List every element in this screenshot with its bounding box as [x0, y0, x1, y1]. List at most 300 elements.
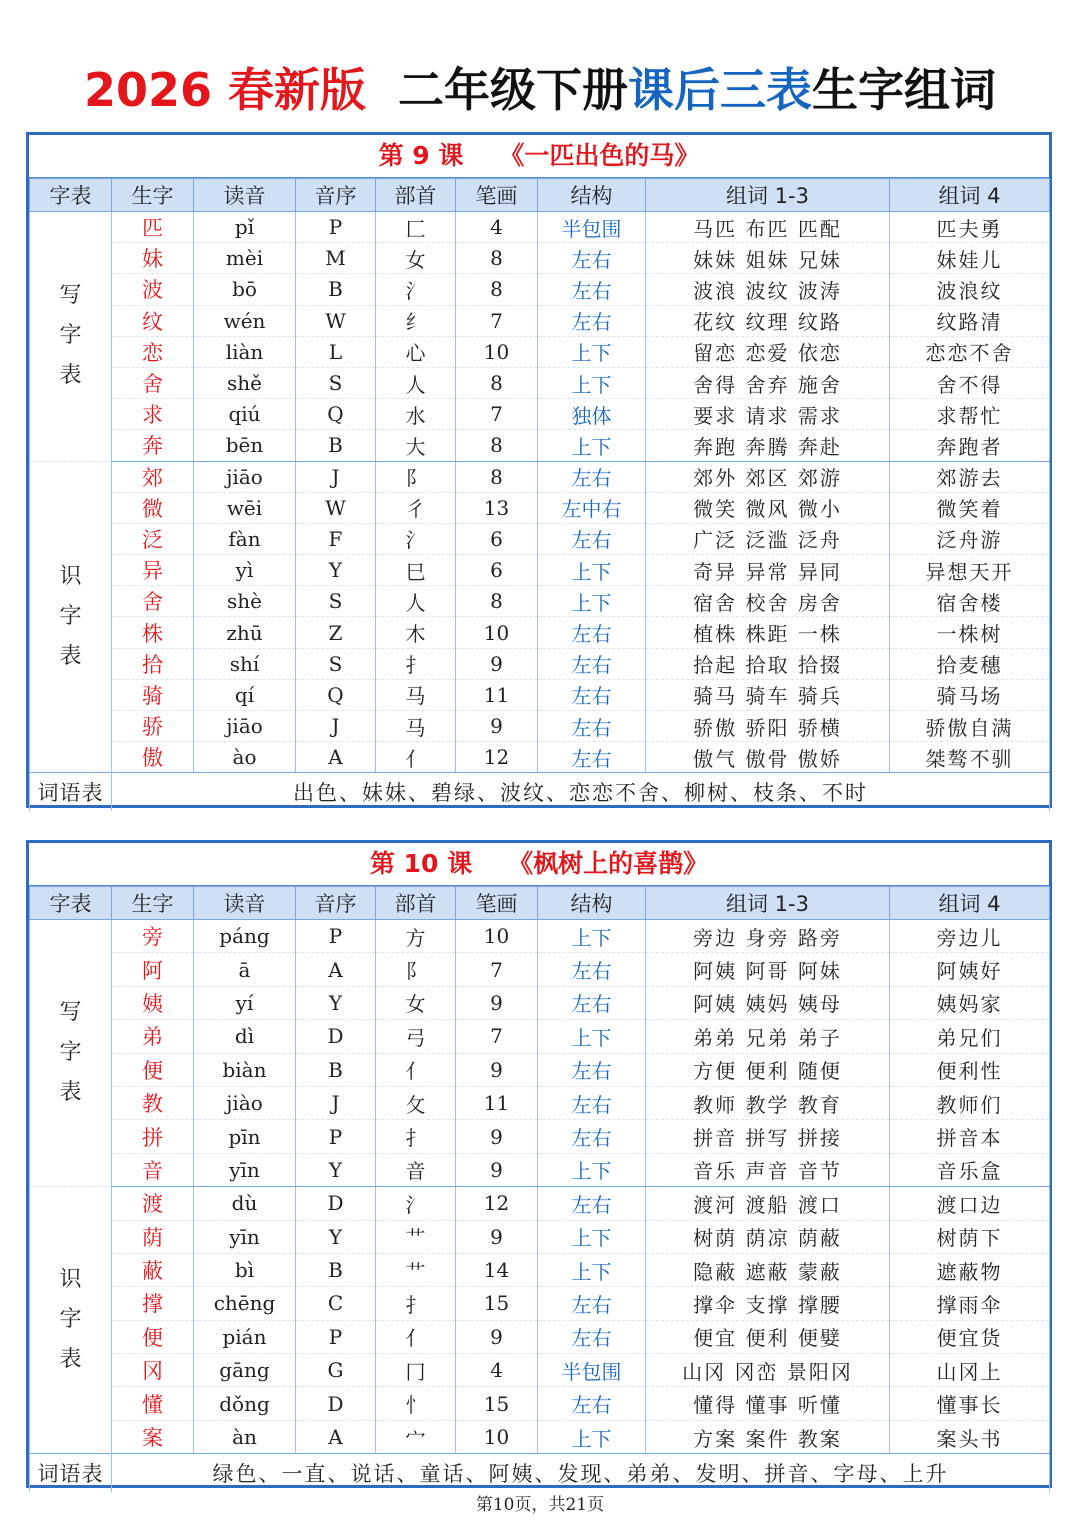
stroke-count: 9 — [456, 986, 538, 1019]
column-header: 读音 — [194, 887, 296, 920]
radical: 忄 — [376, 1387, 456, 1420]
table-row — [30, 1020, 1050, 1053]
word-groups: 花纹 纹理 纹路 — [646, 305, 890, 336]
radical: 宀 — [376, 1420, 456, 1453]
word-group-4: 懂事长 — [890, 1387, 1050, 1420]
stroke-count: 7 — [456, 399, 538, 430]
character: 撑 — [112, 1287, 194, 1320]
title-highlight: 课后三表 — [628, 63, 813, 117]
pinyin: pǐ — [194, 212, 296, 243]
character: 蔽 — [112, 1253, 194, 1286]
column-header: 字表 — [30, 887, 112, 920]
character: 舍 — [112, 367, 194, 398]
table-row — [30, 555, 1050, 586]
pinyin: jiāo — [194, 461, 296, 492]
structure: 上下 — [538, 336, 646, 367]
word-group-4: 妹娃儿 — [890, 243, 1050, 274]
word-group-4: 郊游去 — [890, 461, 1050, 492]
radical: 马 — [376, 711, 456, 742]
initial-letter: J — [296, 711, 376, 742]
stroke-count: 11 — [456, 679, 538, 710]
stroke-count: 10 — [456, 1420, 538, 1453]
column-header: 结构 — [538, 179, 646, 212]
structure: 上下 — [538, 1153, 646, 1186]
pinyin: biàn — [194, 1053, 296, 1086]
table-row — [30, 586, 1050, 617]
table-row — [30, 430, 1050, 461]
pinyin: yì — [194, 555, 296, 586]
radical: 女 — [376, 243, 456, 274]
initial-letter: C — [296, 1287, 376, 1320]
stroke-count: 8 — [456, 586, 538, 617]
word-groups: 便宜 便利 便嬖 — [646, 1320, 890, 1353]
table-row — [30, 920, 1050, 953]
radical: 巳 — [376, 555, 456, 586]
word-groups: 阿姨 姨妈 姨母 — [646, 986, 890, 1019]
character: 泛 — [112, 523, 194, 554]
character: 教 — [112, 1086, 194, 1119]
initial-letter: P — [296, 920, 376, 953]
word-group-4: 骑马场 — [890, 679, 1050, 710]
stroke-count: 8 — [456, 430, 538, 461]
word-group-4: 奔跑者 — [890, 430, 1050, 461]
word-group-4: 泛舟游 — [890, 523, 1050, 554]
character: 异 — [112, 555, 194, 586]
radical: 纟 — [376, 305, 456, 336]
column-header: 读音 — [194, 179, 296, 212]
lesson-number: 第 10 课 — [369, 849, 473, 878]
structure: 左右 — [538, 461, 646, 492]
word-group-4: 骄傲自满 — [890, 711, 1050, 742]
word-groups: 隐蔽 遮蔽 蒙蔽 — [646, 1253, 890, 1286]
table-row — [30, 243, 1050, 274]
structure: 上下 — [538, 1420, 646, 1453]
character: 音 — [112, 1153, 194, 1186]
vocabulary-row — [30, 1454, 1050, 1493]
structure: 左右 — [538, 305, 646, 336]
page-title — [0, 50, 1080, 130]
stroke-count: 9 — [456, 1320, 538, 1353]
stroke-count: 6 — [456, 555, 538, 586]
initial-letter: Y — [296, 986, 376, 1019]
radical: 扌 — [376, 1287, 456, 1320]
structure: 左右 — [538, 274, 646, 305]
initial-letter: Y — [296, 555, 376, 586]
initial-letter: Y — [296, 1153, 376, 1186]
column-header: 生字 — [112, 179, 194, 212]
structure: 左右 — [538, 523, 646, 554]
pinyin: liàn — [194, 336, 296, 367]
lesson-name: 《枫树上的喜鹊》 — [508, 849, 709, 878]
stroke-count: 9 — [456, 1120, 538, 1153]
radical: 人 — [376, 586, 456, 617]
structure: 左右 — [538, 742, 646, 773]
character: 郊 — [112, 461, 194, 492]
radical: 女 — [376, 986, 456, 1019]
structure: 左右 — [538, 711, 646, 742]
pinyin: bì — [194, 1253, 296, 1286]
column-header: 组词 4 — [890, 887, 1050, 920]
word-groups: 旁边 身旁 路旁 — [646, 920, 890, 953]
structure: 左右 — [538, 953, 646, 986]
word-groups: 拼音 拼写 拼接 — [646, 1120, 890, 1153]
initial-letter: S — [296, 586, 376, 617]
page-footer: 第10页，共21页 — [475, 1495, 605, 1515]
pinyin: yīn — [194, 1153, 296, 1186]
vocabulary-words: 出色、妹妹、碧绿、波纹、恋恋不舍、柳树、枝条、不时 — [112, 773, 1050, 812]
radical: 马 — [376, 679, 456, 710]
title-topic: 生字组词 — [812, 63, 997, 117]
initial-letter: B — [296, 430, 376, 461]
stroke-count: 9 — [456, 1053, 538, 1086]
pinyin: qiú — [194, 399, 296, 430]
table-row — [30, 1320, 1050, 1353]
stroke-count: 7 — [456, 305, 538, 336]
structure: 左右 — [538, 1187, 646, 1220]
title-edition: 2026 春新版 — [83, 63, 366, 117]
pinyin: ào — [194, 742, 296, 773]
structure: 左右 — [538, 1387, 646, 1420]
character: 拾 — [112, 648, 194, 679]
word-group-4: 山冈上 — [890, 1354, 1050, 1387]
pinyin: àn — [194, 1420, 296, 1453]
structure: 上下 — [538, 920, 646, 953]
radical: 亻 — [376, 742, 456, 773]
word-groups: 妹妹 姐妹 兄妹 — [646, 243, 890, 274]
character: 骑 — [112, 679, 194, 710]
stroke-count: 10 — [456, 336, 538, 367]
character: 便 — [112, 1320, 194, 1353]
initial-letter: L — [296, 336, 376, 367]
initial-letter: G — [296, 1354, 376, 1387]
column-header: 组词 4 — [890, 179, 1050, 212]
character: 傲 — [112, 742, 194, 773]
pinyin: shè — [194, 586, 296, 617]
stroke-count: 11 — [456, 1086, 538, 1119]
radical: 阝 — [376, 461, 456, 492]
stroke-count: 12 — [456, 1187, 538, 1220]
vocabulary-row — [30, 773, 1050, 812]
initial-letter: B — [296, 274, 376, 305]
initial-letter: P — [296, 1320, 376, 1353]
table-row — [30, 336, 1050, 367]
pinyin: pián — [194, 1320, 296, 1353]
stroke-count: 6 — [456, 523, 538, 554]
column-header: 笔画 — [456, 179, 538, 212]
word-group-4: 教师们 — [890, 1086, 1050, 1119]
initial-letter: Q — [296, 399, 376, 430]
structure: 上下 — [538, 1220, 646, 1253]
structure: 半包围 — [538, 1354, 646, 1387]
stroke-count: 9 — [456, 1220, 538, 1253]
stroke-count: 9 — [456, 1153, 538, 1186]
table-row — [30, 1086, 1050, 1119]
initial-letter: B — [296, 1253, 376, 1286]
table-row — [30, 1120, 1050, 1153]
table-row — [30, 617, 1050, 648]
section-label-char: 表 — [59, 643, 82, 669]
radical: 匚 — [376, 212, 456, 243]
radical: 大 — [376, 430, 456, 461]
structure: 独体 — [538, 399, 646, 430]
lesson-name: 《一匹出色的马》 — [499, 141, 700, 170]
radical: 方 — [376, 920, 456, 953]
structure: 左右 — [538, 243, 646, 274]
character: 匹 — [112, 212, 194, 243]
initial-letter: W — [296, 492, 376, 523]
character: 旁 — [112, 920, 194, 953]
structure: 左右 — [538, 1120, 646, 1153]
stroke-count: 9 — [456, 648, 538, 679]
write-table-label — [30, 212, 112, 462]
table-row — [30, 1187, 1050, 1220]
word-group-4: 桀骜不驯 — [890, 742, 1050, 773]
initial-letter: D — [296, 1020, 376, 1053]
word-group-4: 便宜货 — [890, 1320, 1050, 1353]
structure: 上下 — [538, 367, 646, 398]
character: 舍 — [112, 586, 194, 617]
word-group-4: 音乐盒 — [890, 1153, 1050, 1186]
word-group-4: 舍不得 — [890, 367, 1050, 398]
character: 懂 — [112, 1387, 194, 1420]
word-groups: 要求 请求 需求 — [646, 399, 890, 430]
structure: 左中右 — [538, 492, 646, 523]
structure: 上下 — [538, 555, 646, 586]
character: 奔 — [112, 430, 194, 461]
pinyin: yīn — [194, 1220, 296, 1253]
write-table-label — [30, 920, 112, 1187]
word-group-4: 恋恋不舍 — [890, 336, 1050, 367]
structure: 左右 — [538, 1320, 646, 1353]
initial-letter: A — [296, 742, 376, 773]
structure: 左右 — [538, 1287, 646, 1320]
pinyin: ā — [194, 953, 296, 986]
radical: 彳 — [376, 492, 456, 523]
section-label-char: 写 — [59, 283, 82, 309]
table-row — [30, 367, 1050, 398]
table-row — [30, 1220, 1050, 1253]
column-header: 音序 — [296, 887, 376, 920]
stroke-count: 15 — [456, 1287, 538, 1320]
lesson-9-table — [26, 132, 1052, 808]
word-groups: 树荫 荫凉 荫蔽 — [646, 1220, 890, 1253]
character: 波 — [112, 274, 194, 305]
initial-letter: F — [296, 523, 376, 554]
table-row — [30, 986, 1050, 1019]
word-group-4: 阿姨好 — [890, 953, 1050, 986]
pinyin: jiāo — [194, 711, 296, 742]
initial-letter: P — [296, 212, 376, 243]
table-row — [30, 305, 1050, 336]
pinyin: zhū — [194, 617, 296, 648]
radical: 氵 — [376, 523, 456, 554]
lesson-number: 第 9 课 — [378, 141, 464, 170]
word-groups: 渡河 渡船 渡口 — [646, 1187, 890, 1220]
word-group-4: 异想天开 — [890, 555, 1050, 586]
section-label-char: 表 — [59, 1347, 82, 1373]
pinyin: mèi — [194, 243, 296, 274]
word-group-4: 姨妈家 — [890, 986, 1050, 1019]
section-label-char: 表 — [59, 363, 82, 389]
section-label-char: 字 — [59, 1040, 82, 1066]
radical: 扌 — [376, 1120, 456, 1153]
character: 便 — [112, 1053, 194, 1086]
word-groups: 音乐 声音 音节 — [646, 1153, 890, 1186]
pinyin: dǒng — [194, 1387, 296, 1420]
word-groups: 广泛 泛滥 泛舟 — [646, 523, 890, 554]
table-row — [30, 1253, 1050, 1286]
column-header: 部首 — [376, 887, 456, 920]
character: 妹 — [112, 243, 194, 274]
lesson-header — [29, 135, 1049, 178]
table-row — [30, 1354, 1050, 1387]
stroke-count: 7 — [456, 953, 538, 986]
structure: 左右 — [538, 986, 646, 1019]
stroke-count: 12 — [456, 742, 538, 773]
word-groups: 植株 株距 一株 — [646, 617, 890, 648]
radical: 扌 — [376, 648, 456, 679]
initial-letter: S — [296, 367, 376, 398]
word-group-4: 一株树 — [890, 617, 1050, 648]
table-row — [30, 1153, 1050, 1186]
radical: 亻 — [376, 1053, 456, 1086]
word-group-4: 波浪纹 — [890, 274, 1050, 305]
word-group-4: 微笑着 — [890, 492, 1050, 523]
read-table-label — [30, 1187, 112, 1454]
column-header: 笔画 — [456, 887, 538, 920]
table-row — [30, 461, 1050, 492]
initial-letter: Y — [296, 1220, 376, 1253]
table-row — [30, 679, 1050, 710]
pinyin: dù — [194, 1187, 296, 1220]
pinyin: bēn — [194, 430, 296, 461]
stroke-count: 14 — [456, 1253, 538, 1286]
word-groups: 骄傲 骄阳 骄横 — [646, 711, 890, 742]
initial-letter: J — [296, 1086, 376, 1119]
column-header: 部首 — [376, 179, 456, 212]
word-groups: 马匹 布匹 匹配 — [646, 212, 890, 243]
initial-letter: S — [296, 648, 376, 679]
section-label-char: 字 — [59, 1307, 82, 1333]
table-row — [30, 492, 1050, 523]
stroke-count: 13 — [456, 492, 538, 523]
read-table-label — [30, 461, 112, 773]
stroke-count: 7 — [456, 1020, 538, 1053]
word-groups: 骑马 骑车 骑兵 — [646, 679, 890, 710]
character: 阿 — [112, 953, 194, 986]
stroke-count: 8 — [456, 274, 538, 305]
table-row — [30, 274, 1050, 305]
column-header: 音序 — [296, 179, 376, 212]
initial-letter: D — [296, 1187, 376, 1220]
radical: 人 — [376, 367, 456, 398]
structure: 半包围 — [538, 212, 646, 243]
section-label-char: 表 — [59, 1080, 82, 1106]
character: 冈 — [112, 1354, 194, 1387]
word-groups: 懂得 懂事 听懂 — [646, 1387, 890, 1420]
word-group-4: 旁边儿 — [890, 920, 1050, 953]
word-group-4: 匹夫勇 — [890, 212, 1050, 243]
lesson-10-table — [26, 840, 1052, 1488]
table-row — [30, 711, 1050, 742]
column-header: 字表 — [30, 179, 112, 212]
word-groups: 方案 案件 教案 — [646, 1420, 890, 1453]
initial-letter: B — [296, 1053, 376, 1086]
radical: 氵 — [376, 1187, 456, 1220]
vocabulary-label: 词语表 — [30, 1454, 112, 1493]
character: 纹 — [112, 305, 194, 336]
pinyin: shí — [194, 648, 296, 679]
table-row — [30, 399, 1050, 430]
column-header: 结构 — [538, 887, 646, 920]
pinyin: fàn — [194, 523, 296, 554]
title-grade: 二年级下册 — [398, 63, 629, 117]
lesson-header — [29, 843, 1049, 886]
character-table — [29, 886, 1050, 1492]
pinyin: chēng — [194, 1287, 296, 1320]
stroke-count: 15 — [456, 1387, 538, 1420]
stroke-count: 9 — [456, 711, 538, 742]
word-groups: 拾起 拾取 拾掇 — [646, 648, 890, 679]
word-groups: 郊外 郊区 郊游 — [646, 461, 890, 492]
radical: 木 — [376, 617, 456, 648]
structure: 左右 — [538, 1086, 646, 1119]
section-label-char: 识 — [59, 1267, 82, 1293]
section-label-char: 字 — [59, 603, 82, 629]
radical: 艹 — [376, 1220, 456, 1253]
character-table — [29, 178, 1050, 811]
word-groups: 留恋 恋爱 依恋 — [646, 336, 890, 367]
word-groups: 微笑 微风 微小 — [646, 492, 890, 523]
radical: 弓 — [376, 1020, 456, 1053]
radical: 亻 — [376, 1320, 456, 1353]
vocabulary-label: 词语表 — [30, 773, 112, 812]
word-groups: 山冈 冈峦 景阳冈 — [646, 1354, 890, 1387]
initial-letter: W — [296, 305, 376, 336]
character: 求 — [112, 399, 194, 430]
vocabulary-words: 绿色、一直、说话、童话、阿姨、发现、弟弟、发明、拼音、字母、上升 — [112, 1454, 1050, 1493]
stroke-count: 8 — [456, 367, 538, 398]
character: 荫 — [112, 1220, 194, 1253]
word-groups: 教师 教学 教育 — [646, 1086, 890, 1119]
structure: 左右 — [538, 648, 646, 679]
word-group-4: 渡口边 — [890, 1187, 1050, 1220]
word-groups: 撑伞 支撑 撑腰 — [646, 1287, 890, 1320]
pinyin: shě — [194, 367, 296, 398]
radical: 音 — [376, 1153, 456, 1186]
initial-letter: A — [296, 1420, 376, 1453]
section-label-char: 字 — [59, 323, 82, 349]
initial-letter: Z — [296, 617, 376, 648]
radical: 艹 — [376, 1253, 456, 1286]
column-header: 组词 1-3 — [646, 179, 890, 212]
word-group-4: 拾麦穗 — [890, 648, 1050, 679]
word-group-4: 弟兄们 — [890, 1020, 1050, 1053]
table-row — [30, 648, 1050, 679]
word-groups: 宿舍 校舍 房舍 — [646, 586, 890, 617]
initial-letter: J — [296, 461, 376, 492]
word-groups: 阿姨 阿哥 阿妹 — [646, 953, 890, 986]
word-groups: 方便 便利 随便 — [646, 1053, 890, 1086]
column-header: 生字 — [112, 887, 194, 920]
word-groups: 波浪 波纹 波涛 — [646, 274, 890, 305]
word-groups: 舍得 舍弃 施舍 — [646, 367, 890, 398]
pinyin: dì — [194, 1020, 296, 1053]
structure: 上下 — [538, 1253, 646, 1286]
pinyin: páng — [194, 920, 296, 953]
character: 姨 — [112, 986, 194, 1019]
pinyin: wén — [194, 305, 296, 336]
